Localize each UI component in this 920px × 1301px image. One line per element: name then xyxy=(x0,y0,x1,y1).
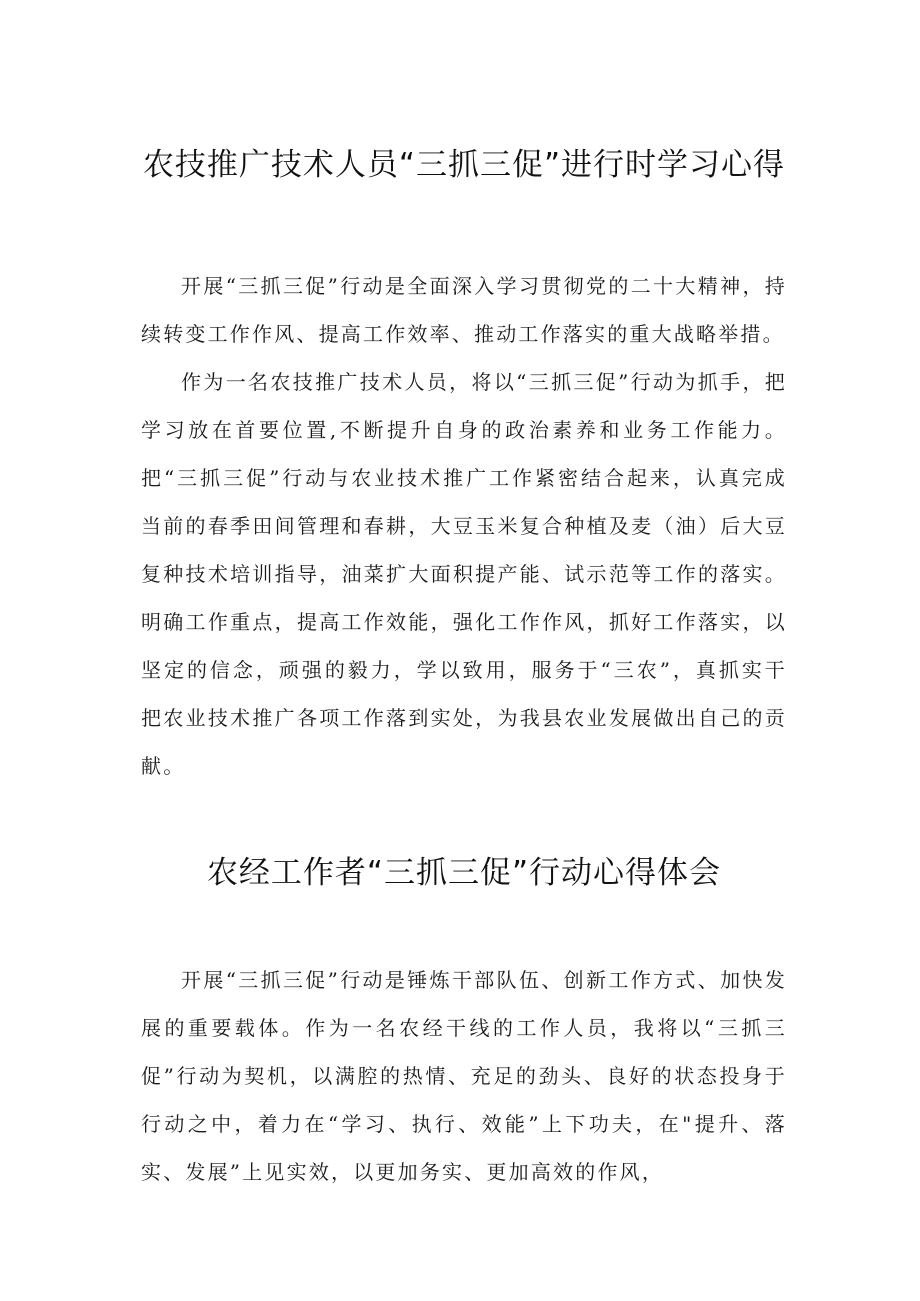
article-title-1: 农技推广技术人员“三抓三促”进行时学习心得 xyxy=(142,147,786,183)
article-body-1 xyxy=(141,262,787,790)
paragraph: 作为一名农技推广技术人员，将以“三抓三促”行动为抓手，把学习放在首要位置,不断提升自身的政治素养和业务工作能力。把“三抓三促”行动与农业技术推广工作紧密结合起来，认真完成当前的春季田间管理和春耕，大豆玉米复合种植及麦（油）后大豆复种技术培训指导，油菜扩大面积提产能、试示范等工作的落实。明确工作重点，提高工作效能，强化工作作风，抓好工作落实，以坚定的信念，顽强的毅力，学以致用，服务于“三农”，真抓实干把农业技术推广各项工作落到实处，为我县农业发展做出自己的贡献。 xyxy=(141,370,787,778)
article-title-2: 农经工作者“三抓三促”行动心得体会 xyxy=(206,855,722,891)
article-body-2 xyxy=(141,956,787,1196)
paragraph: 开展“三抓三促”行动是锤炼干部队伍、创新工作方式、加快发展的重要载体。作为一名农经干线的工作人员，我将以“三抓三促”行动为契机，以满腔的热情、充足的劲头、良好的状态投身于行动之中，着力在“学习、执行、效能”上下功夫，在"提升、落实、发展”上见实效，以更加务实、更加高效的作风， xyxy=(141,968,787,1184)
paragraph: 开展“三抓三促”行动是全面深入学习贯彻党的二十大精神，持续转变工作作风、提高工作效率、推动工作落实的重大战略举措。 xyxy=(141,274,787,346)
